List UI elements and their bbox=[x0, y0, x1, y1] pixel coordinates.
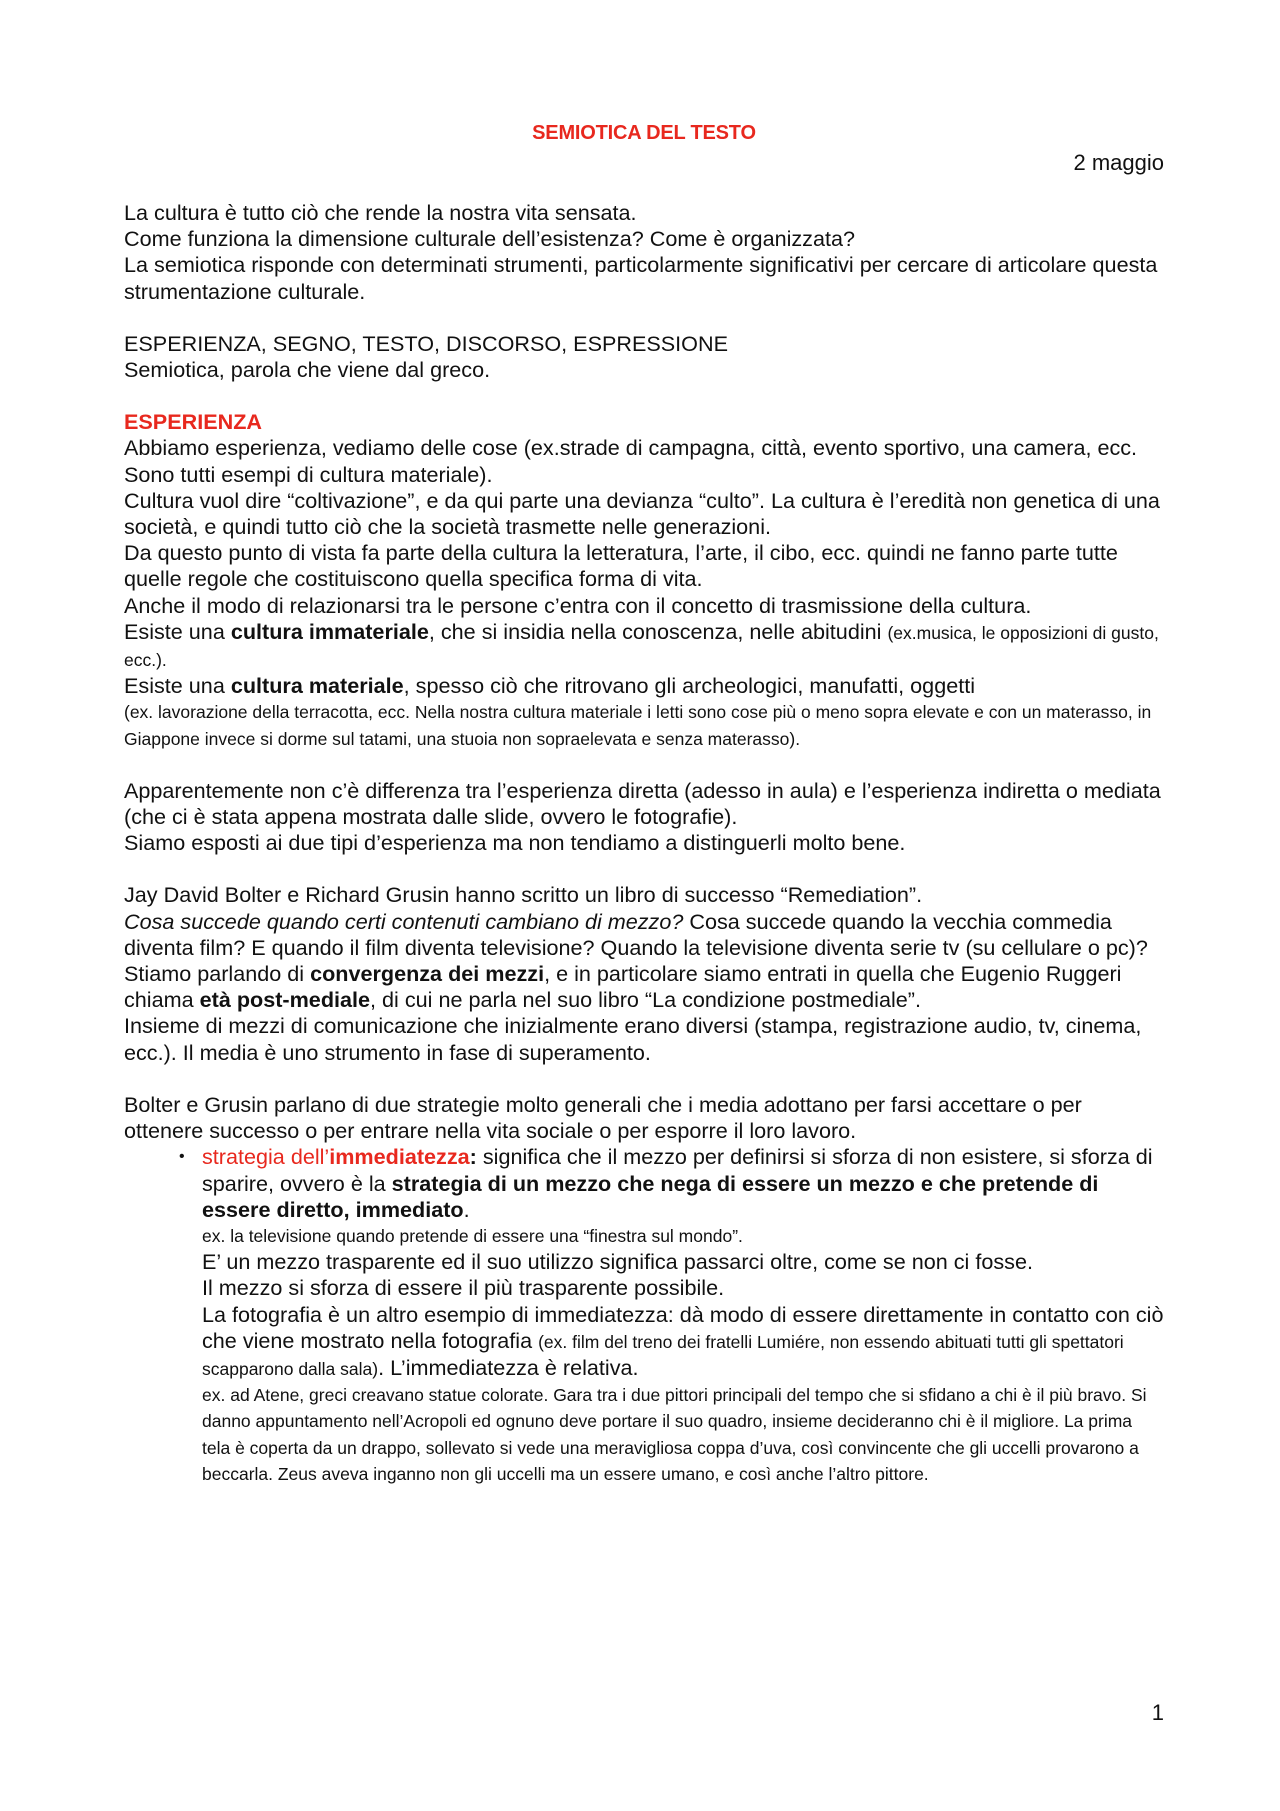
immediatezza-text-2: Il mezzo si sforza di essere il più trasparente possibile. bbox=[202, 1275, 725, 1301]
cultura-materiale-example: (ex. lavorazione della terracotta, ecc. Nella nostra cultura materiale i letti sono cose più o meno sopra elevate e con un materasso, in Giappone invece si dorme sul tatami, una stuoia non sopraelevata e senza materasso). bbox=[124, 702, 1152, 749]
cultura-immateriale-example: (ex.musica, le opposizioni di gusto, ecc.). bbox=[124, 622, 1159, 671]
section-heading-esperienza: ESPERIENZA bbox=[124, 409, 262, 435]
esperienza-paragraph-4: Anche il modo di relazionarsi tra le persone c’entra con il concetto di trasmissione della cultura. bbox=[124, 592, 1032, 618]
esperienza-paragraph-1: Abbiamo esperienza, vediamo delle cose (ex.strade di campagna, città, evento sportivo, una camera, ecc. Sono tutti esempi di cultura materiale). bbox=[124, 435, 1138, 487]
convergenza-paragraph: Stiamo parlando di convergenza dei mezzi, e in particolare siamo entrati in quella che Eugenio Ruggeri chiama età post-mediale, di cui ne parla nel suo libro “La condizione postmediale”. bbox=[124, 961, 1122, 1013]
strategie-list bbox=[124, 1144, 1164, 1487]
intro-line-3: La semiotica risponde con determinati strumenti, particolarmente significativi per cercare di articolare questa strumentazione culturale. bbox=[124, 252, 1158, 304]
mediata-paragraph-2: Siamo esposti ai due tipi d’esperienza ma non tendiamo a distinguerli molto bene. bbox=[124, 830, 906, 856]
immediatezza-text-1: E’ un mezzo trasparente ed il suo utilizzo significa passarci oltre, come se non ci fosse. bbox=[202, 1249, 1033, 1275]
esperienza-paragraph-2: Cultura vuol dire “coltivazione”, e da qui parte una devianza “culto”. La cultura è l’eredità non genetica di una società, e quindi tutto ciò che la società trasmette nelle generazioni. bbox=[124, 487, 1160, 540]
keywords-note: Semiotica, parola che viene dal greco. bbox=[124, 357, 491, 383]
keywords-list: ESPERIENZA, SEGNO, TESTO, DISCORSO, ESPRESSIONE bbox=[124, 330, 728, 356]
document-title: SEMIOTICA DEL TESTO bbox=[532, 122, 756, 144]
cultura-immateriale-paragraph: Esiste una cultura immateriale, che si insidia nella conoscenza, nelle abitudini (ex.musica, le opposizioni di gusto, ecc.). bbox=[124, 618, 1159, 671]
remediation-paragraph-4: Insieme di mezzi di comunicazione che inizialmente erano diversi (stampa, registrazione audio, tv, cinema, ecc.). Il media è uno strumento in fase di superamento. bbox=[124, 1013, 1142, 1065]
page-number: 1 bbox=[1151, 1700, 1164, 1725]
cultura-materiale-paragraph: Esiste una cultura materiale, spesso ciò che ritrovano gli archeologici, manufatti, oggetti bbox=[124, 673, 976, 699]
immediatezza-example-tv: ex. la televisione quando pretende di essere una “finestra sul mondo”. bbox=[202, 1225, 743, 1246]
strategie-intro: Bolter e Grusin parlano di due strategie molto generali che i media adottano per farsi accettare o per ottenere successo o per entrare nella vita sociale o per esporre il loro lavoro. bbox=[124, 1091, 1082, 1144]
document-body bbox=[124, 200, 1164, 1487]
immediatezza-example-atene: ex. ad Atene, greci creavano statue colorate. Gara tra i due pittori principali del tempo che si sfidano a chi è il più bravo. Si danno appuntamento nell’Acropoli ed ognuno deve portare il suo quadro, insieme decideranno chi è il migliore. La prima tela è coperta da un drappo, sollevato si vede una meravigliosa coppa d’uva, così convincente che gli uccelli provarono a beccarla. Zeus aveva inganno non gli uccelli ma un essere umano, e così anche l’altro pittore. bbox=[202, 1385, 1147, 1484]
remediation-question: Cosa succede quando certi contenuti cambiano di mezzo? Cosa succede quando la vecchia commedia diventa film? E quando il film diventa televisione? Quando la televisione diventa serie tv (su cellulare o pc)? bbox=[124, 908, 1148, 960]
bullet-icon: • bbox=[179, 1148, 185, 1166]
list-item: • strategia dell’immediatezza: significa che il mezzo per definirsi si sforza di non esistere, si sforza di sparire, ovvero è la strategia di un mezzo che nega di essere un mezzo e che pretende di essere diretto, immediato. ex. la televisione quando pretende di essere una “finestra sul mondo”. E’ un mezzo trasparente ed il suo utilizzo significa passarci oltre, come se non ci fosse. Il mezzo si sforza di essere il più trasparente possibile. La fotografia è un altro esempio di immediatezza: dà modo di essere direttamente in contatto con ciò che viene mostrato nella fotografia (ex. film del treno dei fratelli Lumiére, non essendo abituati tutti gli spettatori scapparono dalla sala). L’immediatezza è relativa. ex. ad Atene, greci creavano statue colorate. Gara tra i due pittori principali del tempo che si sfidano a chi è il più bravo. Si danno appuntamento nell’Acropoli ed ognuno deve portare il suo quadro, insieme decideranno chi è il migliore. La prima tela è coperta da un drappo, sollevato si vede una meravigliosa coppa d’uva, così convincente che gli uccelli provarono a beccarla. Zeus aveva inganno non gli uccelli ma un essere umano, e così anche l’altro pittore. bbox=[124, 1144, 1164, 1487]
esperienza-paragraph-3: Da questo punto di vista fa parte della cultura la letteratura, l’arte, il cibo, ecc. quindi ne fanno parte tutte quelle regole che costituiscono quella specifica forma di vita. bbox=[124, 540, 1118, 592]
immediatezza-fotografia: La fotografia è un altro esempio di immediatezza: dà modo di essere direttamente in contatto con ciò che viene mostrato nella fotografia (ex. film del treno dei fratelli Lumiére, non essendo abituati tutti gli spettatori scapparono dalla sala). L’immediatezza è relativa. bbox=[202, 1301, 1164, 1380]
cultura-materiale-term: cultura materiale bbox=[230, 673, 404, 699]
cultura-immateriale-term: cultura immateriale bbox=[230, 618, 429, 644]
document-date: 2 maggio bbox=[1073, 150, 1164, 175]
intro-line-2: Come funziona la dimensione culturale dell’esistenza? Come è organizzata? bbox=[124, 226, 856, 252]
mediata-paragraph-1: Apparentemente non c’è differenza tra l’esperienza diretta (adesso in aula) e l’esperienza indiretta o mediata (che ci è stata appena mostrata dalle slide, ovvero le fotografie). bbox=[124, 777, 1161, 830]
remediation-paragraph-1: Jay David Bolter e Richard Grusin hanno scritto un libro di successo “Remediation”. bbox=[124, 882, 923, 908]
intro-line-1: La cultura è tutto ciò che rende la nostra vita sensata. bbox=[124, 200, 637, 225]
